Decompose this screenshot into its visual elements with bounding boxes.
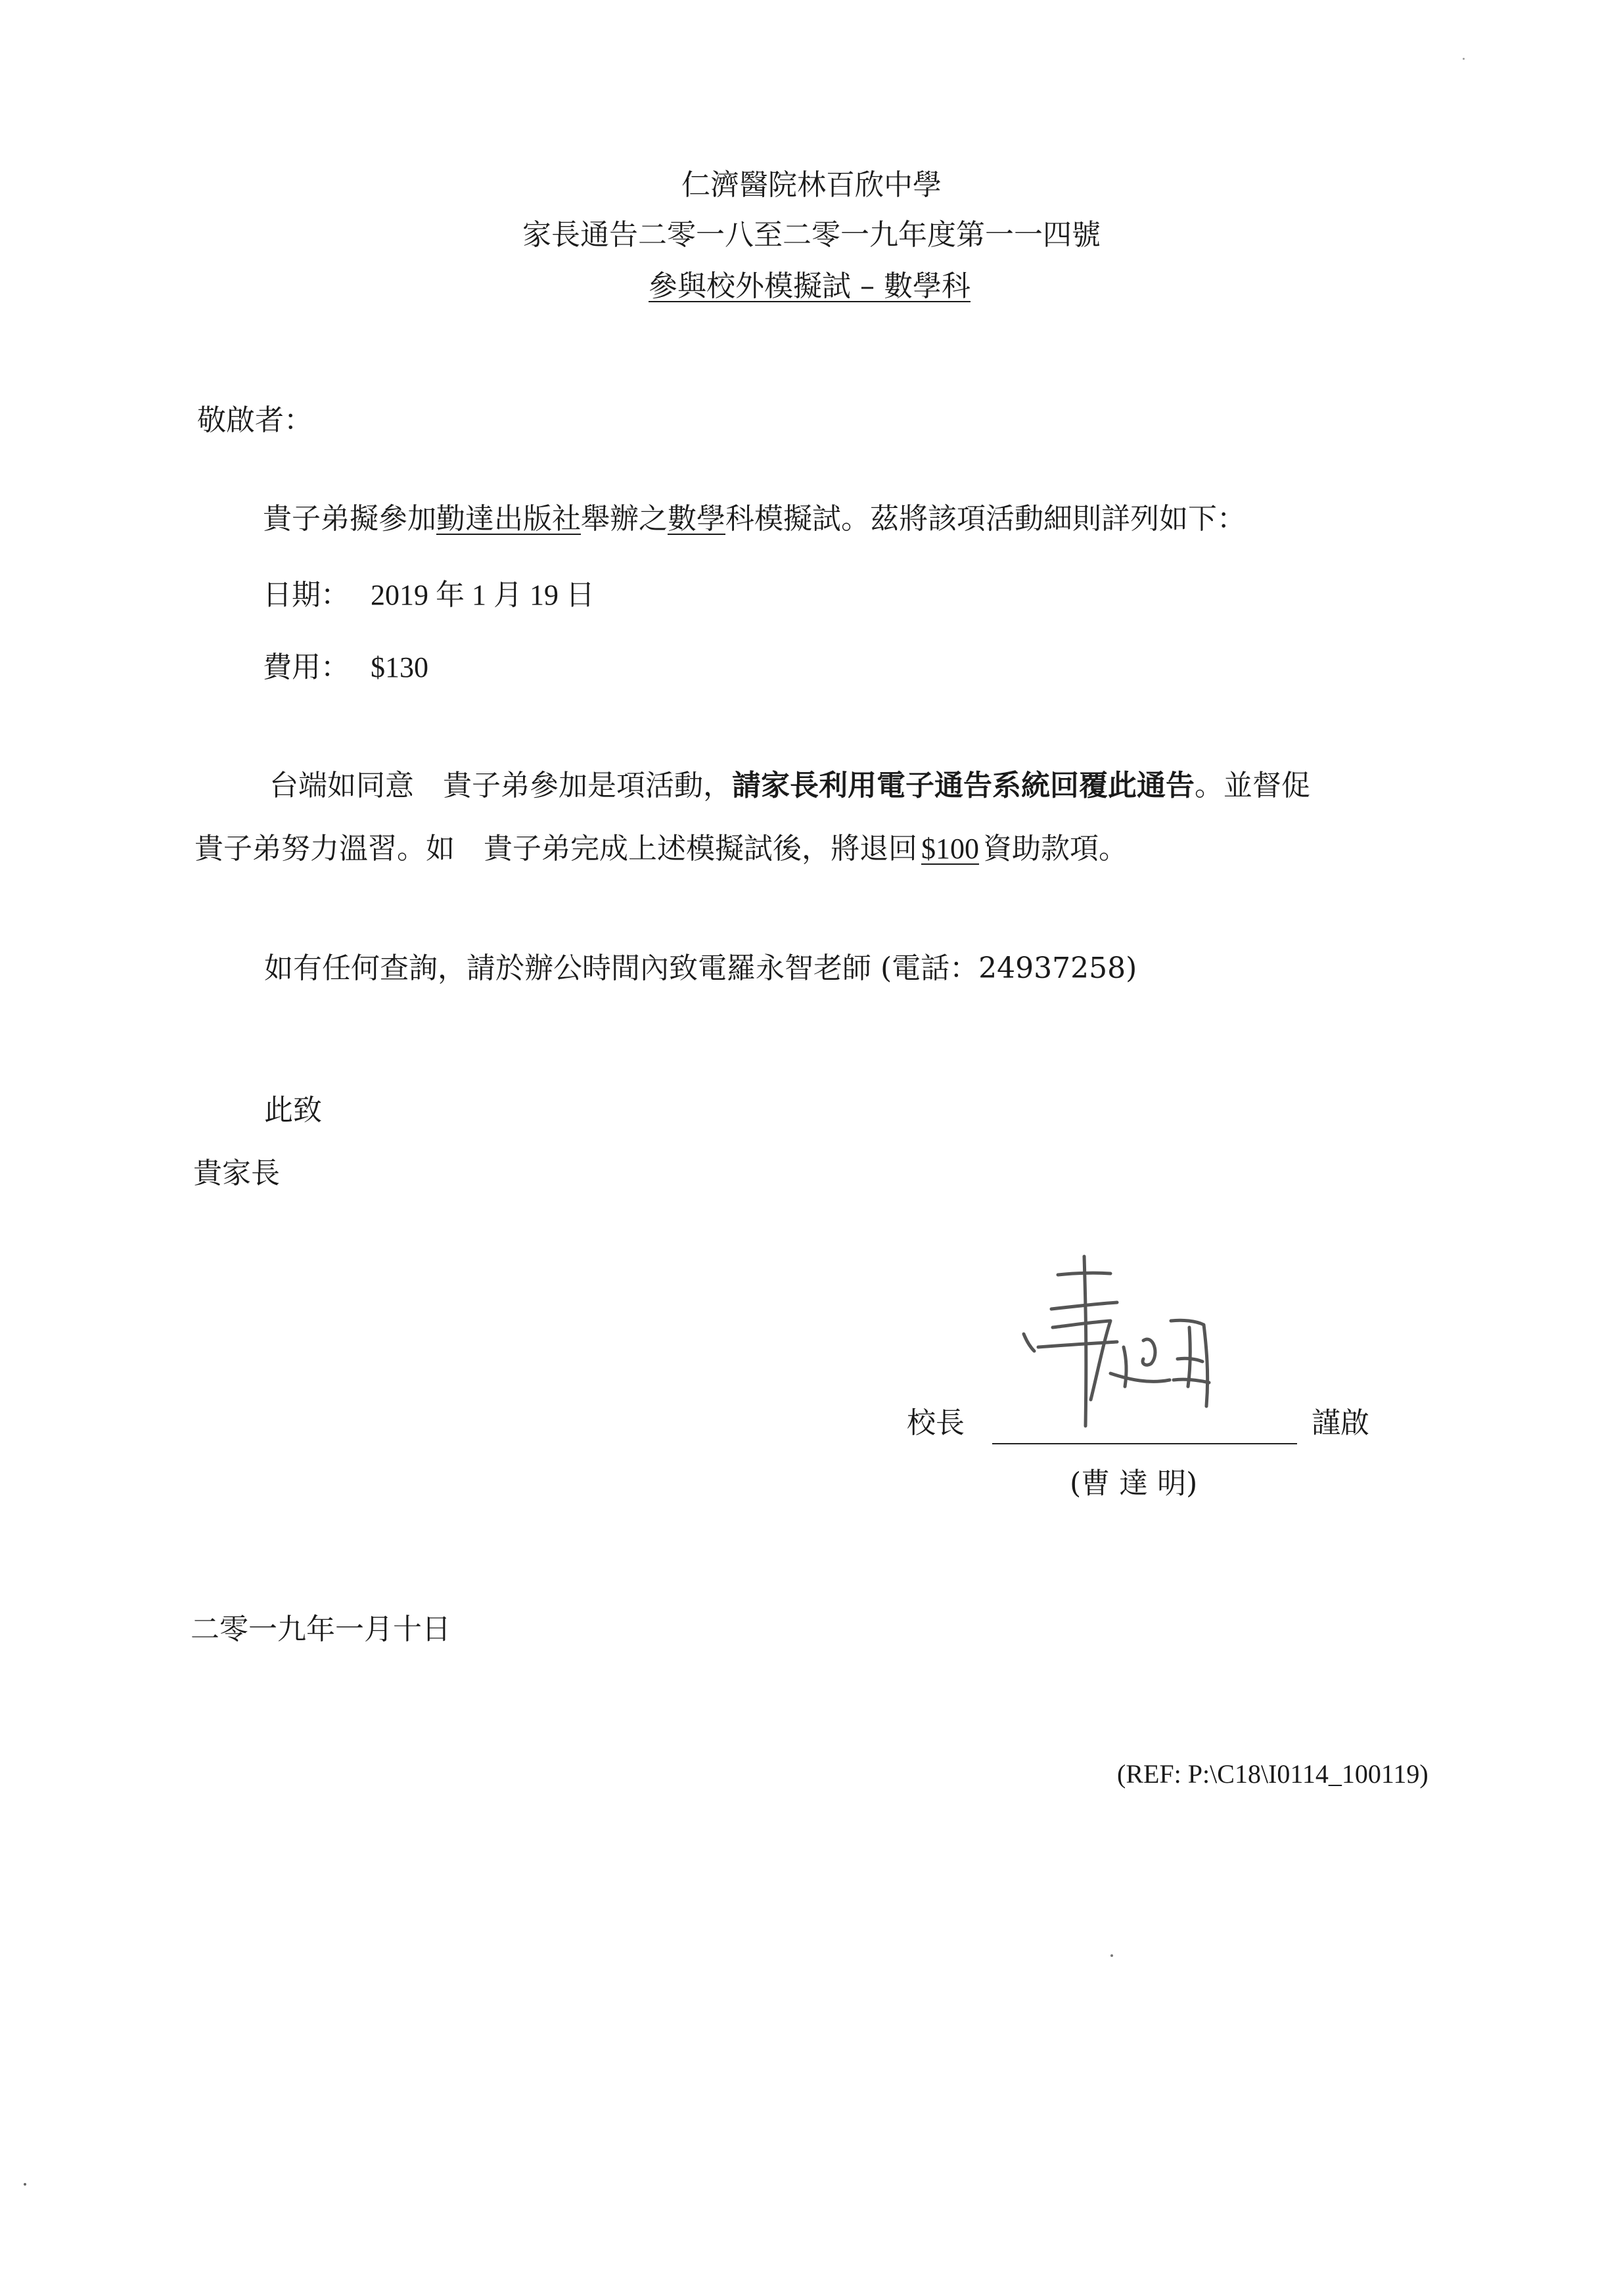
salutation: 敬啟者： xyxy=(197,403,313,437)
intro-subject: 數學 xyxy=(668,502,725,536)
notice-number: 家長通告二零一八至二零一九年度第一一四號 xyxy=(522,218,1101,252)
consent-line-2 xyxy=(194,831,1128,867)
consent-line-1 xyxy=(269,768,1310,804)
intro-paragraph xyxy=(263,501,1246,538)
enquiry-text: 如有任何查詢，請於辦公時間內致電羅永智老師 (電話：24937258) xyxy=(264,952,1137,985)
date-row xyxy=(263,577,595,614)
notice-subject-text: 參與校外模擬試 – 數學科 xyxy=(649,269,971,303)
school-name: 仁濟醫院林百欣中學 xyxy=(681,168,942,202)
date-value: 2019 年 1 月 19 日 xyxy=(371,579,595,611)
consent-text-a: 台端如同意 貴子弟參加是項活動， xyxy=(269,769,732,802)
principal-title: 校長 xyxy=(907,1406,965,1440)
notice-subject xyxy=(0,268,1621,305)
closing-line-2: 貴家長 xyxy=(193,1157,280,1190)
scan-speck xyxy=(1463,58,1465,60)
handwritten-signature xyxy=(1012,1249,1248,1439)
fee-row xyxy=(263,649,428,686)
intro-text-1: 貴子弟擬參加 xyxy=(263,502,436,536)
intro-text-3: 科模擬試。茲將該項活動細則詳列如下： xyxy=(725,502,1246,536)
fee-value: $130 xyxy=(371,651,428,683)
signature-line xyxy=(992,1443,1297,1444)
consent-text-d: 資助款項。 xyxy=(983,832,1128,865)
principal-name: (曹 達 明) xyxy=(1070,1467,1198,1500)
fee-label: 費用： xyxy=(263,651,350,684)
consent-instruction: 請家長利用電子通告系統回覆此通告 xyxy=(732,769,1195,802)
issue-date: 二零一九年一月十日 xyxy=(191,1613,451,1646)
consent-text-b: 。並督促 xyxy=(1195,769,1310,802)
scan-speck xyxy=(24,2183,26,2186)
publisher-name: 勤達出版社 xyxy=(436,502,581,536)
respectfully-text: 謹啟 xyxy=(1312,1406,1369,1440)
reference-code: (REF: P:\C18\I0114_100119) xyxy=(1117,1759,1429,1789)
date-label: 日期： xyxy=(263,578,350,612)
refund-amount: $100 xyxy=(921,833,979,865)
closing-line-1: 此致 xyxy=(264,1093,322,1127)
intro-text-2: 舉辦之 xyxy=(581,502,668,536)
scan-speck xyxy=(1110,1954,1113,1957)
consent-text-c: 貴子弟努力溫習。如 貴子弟完成上述模擬試後，將退回 xyxy=(194,832,917,865)
